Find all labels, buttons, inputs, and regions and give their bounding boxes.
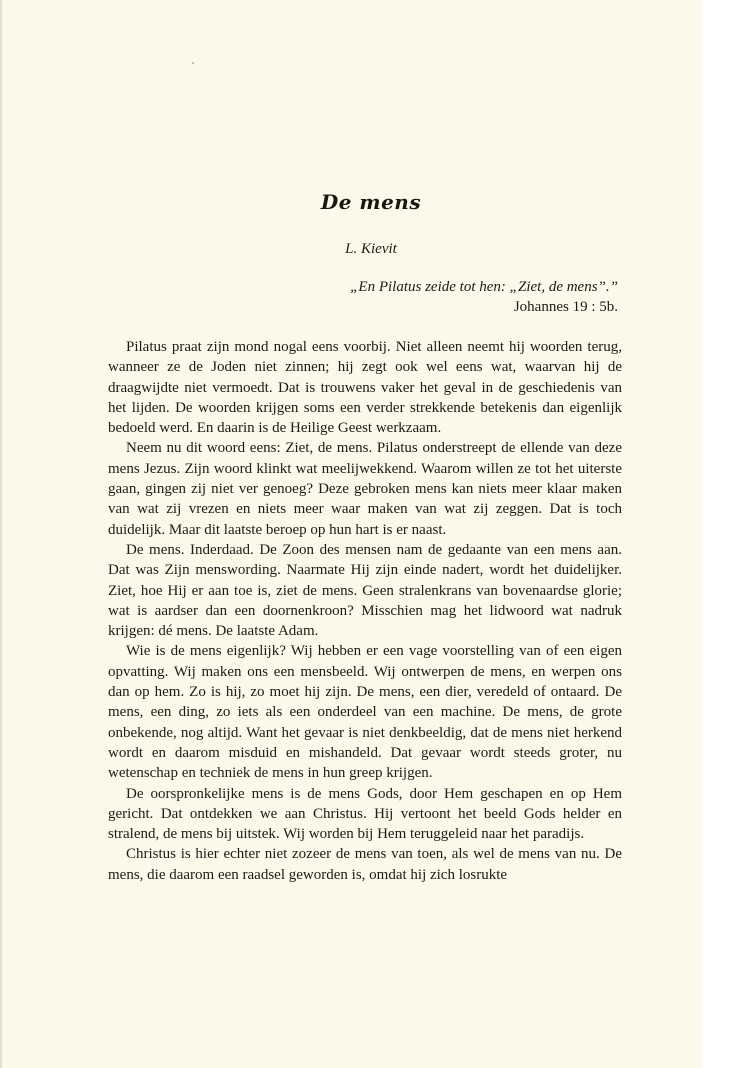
article-body	[108, 337, 622, 885]
paragraph: Wie is de mens eigenlijk? Wij hebben er een vage voorstelling van of een eigen opvatting. Wij maken ons een mensbeeld. Wij ontwerpen de mens, en werpen ons dan op hem. Zo is hij, zo moet hij zijn. De mens, een dier, veredeld of ontaard. De mens, een ding, zo iets als een onderdeel van een machine. De mens, de grote onbekende, nog altijd. Want het gevaar is niet denkbeeldig, dat de mens niet herkend wordt en daarom misduid en mishandeld. Dat gevaar wordt steeds groter, nu wetenschap en techniek de mens in hun greep krijgen.	[108, 643, 622, 782]
article-author: L. Kievit	[345, 241, 397, 257]
paragraph: De mens. Inderdaad. De Zoon des mensen nam de gedaante van een mens aan. Dat was Zijn menswording. Naarmate Hij zijn einde nadert, wordt het duidelijker. Ziet, hoe Hij er aan toe is, ziet de mens. Geen stralenkrans van bovenaardse glorie; wat is aardser dan een doornenkroon? Misschien mag het lidwoord wat nadruk krijgen: dé mens. De laatste Adam.	[108, 541, 622, 640]
epigraph	[350, 277, 618, 317]
paragraph: Pilatus praat zijn mond nogal eens voorbij. Niet alleen neemt hij woorden terug, wanneer ze de Joden niet zinnen; hij zegt ook wel eens wat, waarvan hij de draagwijdte niet vermoedt. Dat is trouwens vaker het geval in de geschiedenis van het lijden. De woorden krijgen soms een verder strekkende betekenis dan eigenlijk bedoeld werd. En daarin is de Heilige Geest werkzaam.	[108, 339, 622, 437]
epigraph-reference: Johannes 19 : 5b.	[513, 299, 618, 315]
paragraph: Neem nu dit woord eens: Ziet, de mens. Pilatus onderstreept de ellende van deze mens Jezus. Zijn woord klinkt wat meelijwekkend. Waarom willen ze tot het uiterste gaan, gingen zij niet ver genoeg? Deze gebroken mens kan niets meer klaar maken van wat zij vrezen en niets meer waar maken van wat zij zeggen. Dat is toch duidelijk. Maar dit laatste beroep op hun hart is er naast.	[108, 440, 622, 538]
paragraph: Christus is hier echter niet zozeer de mens van toen, als wel de mens van nu. De mens, die daarom een raadsel geworden is, omdat hij zich losrukte	[108, 846, 622, 883]
article-title: De mens	[320, 190, 422, 214]
scan-speck	[192, 62, 194, 64]
paragraph: De oorspronkelijke mens is de mens Gods, door Hem geschapen en op Hem gericht. Dat ontdekken we aan Christus. Hij vertoont het beeld Gods helder en stralend, de mens bij uitstek. Wij worden bij Hem teruggeleid naar het paradijs.	[108, 785, 622, 843]
page-margin	[702, 0, 738, 1068]
epigraph-quote: „En Pilatus zeide tot hen: „Ziet, de mens”.”	[350, 279, 618, 295]
